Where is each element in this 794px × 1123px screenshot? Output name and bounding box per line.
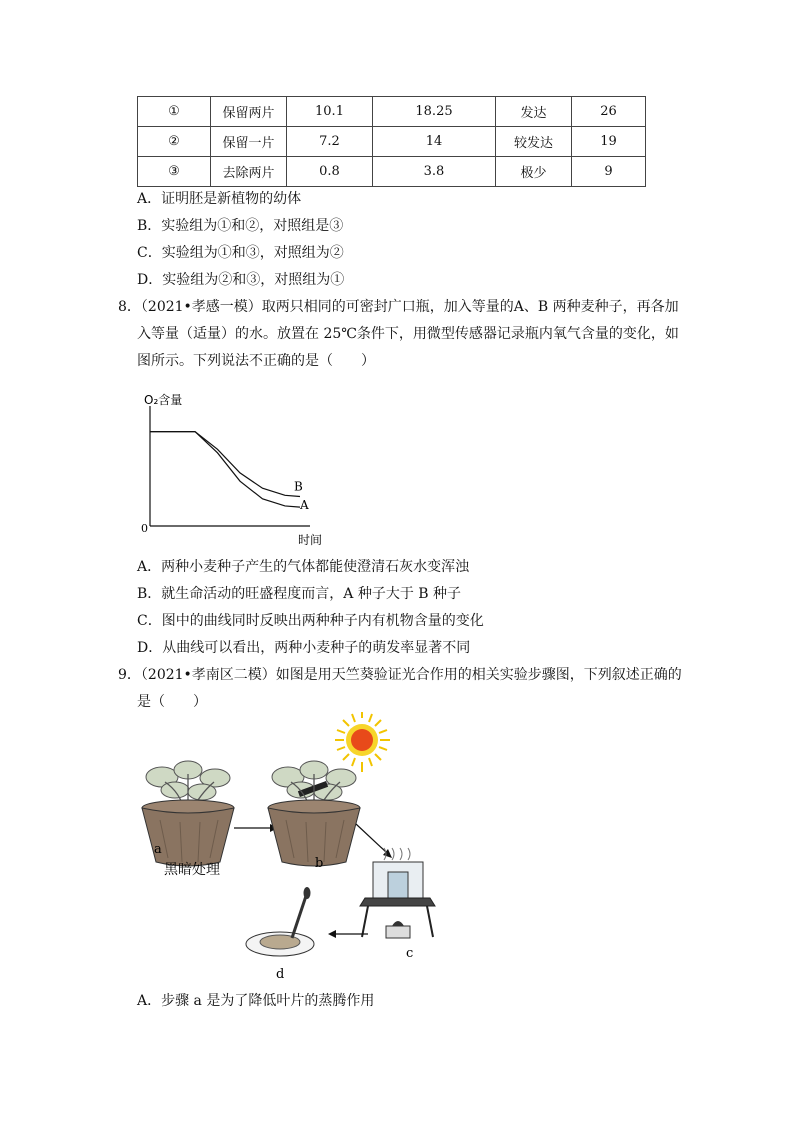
arrow-b-to-c xyxy=(356,824,392,858)
table-cell-id: ③ xyxy=(138,157,211,187)
label-a: a xyxy=(154,842,162,857)
q7-option-d: D．实验组为②和③，对照组为① xyxy=(137,272,345,288)
q8-stem-line1: 8．（2021•孝感一模）取两只相同的可密封广口瓶，加入等量的A、B 两种麦种子，再各加 xyxy=(118,299,679,315)
q9-stem-line1: 9．（2021•孝南区二模）如图是用天竺葵验证光合作用的相关实验步骤图，下列叙述正确的 xyxy=(118,667,682,683)
results-table xyxy=(137,96,646,187)
x-axis-label: 时间 xyxy=(298,533,323,547)
table-cell-id: ② xyxy=(138,127,211,157)
q7-option-c: C．实验组为①和③，对照组为② xyxy=(137,245,344,261)
q9-option-a: A．步骤 a 是为了降低叶片的蒸腾作用 xyxy=(137,993,375,1009)
table-cell-growth: 较发达 xyxy=(496,127,572,157)
table-cell-v2: 14 xyxy=(373,127,496,157)
table-cell-treatment: 去除两片 xyxy=(211,157,287,187)
series-line-A xyxy=(150,432,300,508)
q8-option-c: C．图中的曲线同时反映出两种种子内有机物含量的变化 xyxy=(137,613,484,629)
table-cell-treatment: 保留两片 xyxy=(211,97,287,127)
oxygen-chart xyxy=(130,388,330,548)
q9-stem-line2: 是（ ） xyxy=(137,694,207,710)
table-row xyxy=(138,157,646,187)
label-dark-treatment: 黑暗处理 xyxy=(164,862,220,878)
arrow-a-to-b xyxy=(234,824,278,832)
photosynthesis-experiment-diagram xyxy=(130,712,450,987)
series-line-B xyxy=(150,432,300,497)
sun-icon xyxy=(335,712,390,772)
table-cell-v1: 0.8 xyxy=(287,157,373,187)
q8-stem-line3: 图所示。下列说法不正确的是（ ） xyxy=(137,353,375,369)
table-cell-v1: 10.1 xyxy=(287,97,373,127)
petri-dish-d xyxy=(246,887,314,956)
y-axis-label: O₂含量 xyxy=(144,393,183,407)
table-cell-count: 26 xyxy=(572,97,646,127)
table-row xyxy=(138,97,646,127)
q8-option-a: A．两种小麦种子产生的气体都能使澄清石灰水变浑浊 xyxy=(137,559,470,575)
origin-label: 0 xyxy=(141,522,148,535)
label-b: b xyxy=(315,856,324,871)
series-label-A: A xyxy=(300,498,309,513)
water-bath-apparatus-c xyxy=(360,848,435,938)
q7-option-a: A．证明胚是新植物的幼体 xyxy=(137,191,302,207)
table-cell-v2: 3.8 xyxy=(373,157,496,187)
table-cell-v1: 7.2 xyxy=(287,127,373,157)
series-label-B: B xyxy=(294,479,303,494)
label-d: d xyxy=(276,967,285,982)
table-row xyxy=(138,127,646,157)
q8-stem-line2: 入等量（适量）的水。放置在 25℃条件下，用微型传感器记录瓶内氧气含量的变化，如 xyxy=(137,326,679,342)
plant-pot-b xyxy=(268,761,360,866)
table-cell-count: 9 xyxy=(572,157,646,187)
table-cell-v2: 18.25 xyxy=(373,97,496,127)
table-cell-treatment: 保留一片 xyxy=(211,127,287,157)
q8-option-d: D．从曲线可以看出，两种小麦种子的萌发率显著不同 xyxy=(137,640,471,656)
label-c: c xyxy=(406,946,414,961)
table-cell-growth: 极少 xyxy=(496,157,572,187)
table-cell-count: 19 xyxy=(572,127,646,157)
q8-option-b: B．就生命活动的旺盛程度而言，A 种子大于 B 种子 xyxy=(137,586,462,602)
table-cell-growth: 发达 xyxy=(496,97,572,127)
table-cell-id: ① xyxy=(138,97,211,127)
q7-option-b: B．实验组为①和②，对照组是③ xyxy=(137,218,344,234)
